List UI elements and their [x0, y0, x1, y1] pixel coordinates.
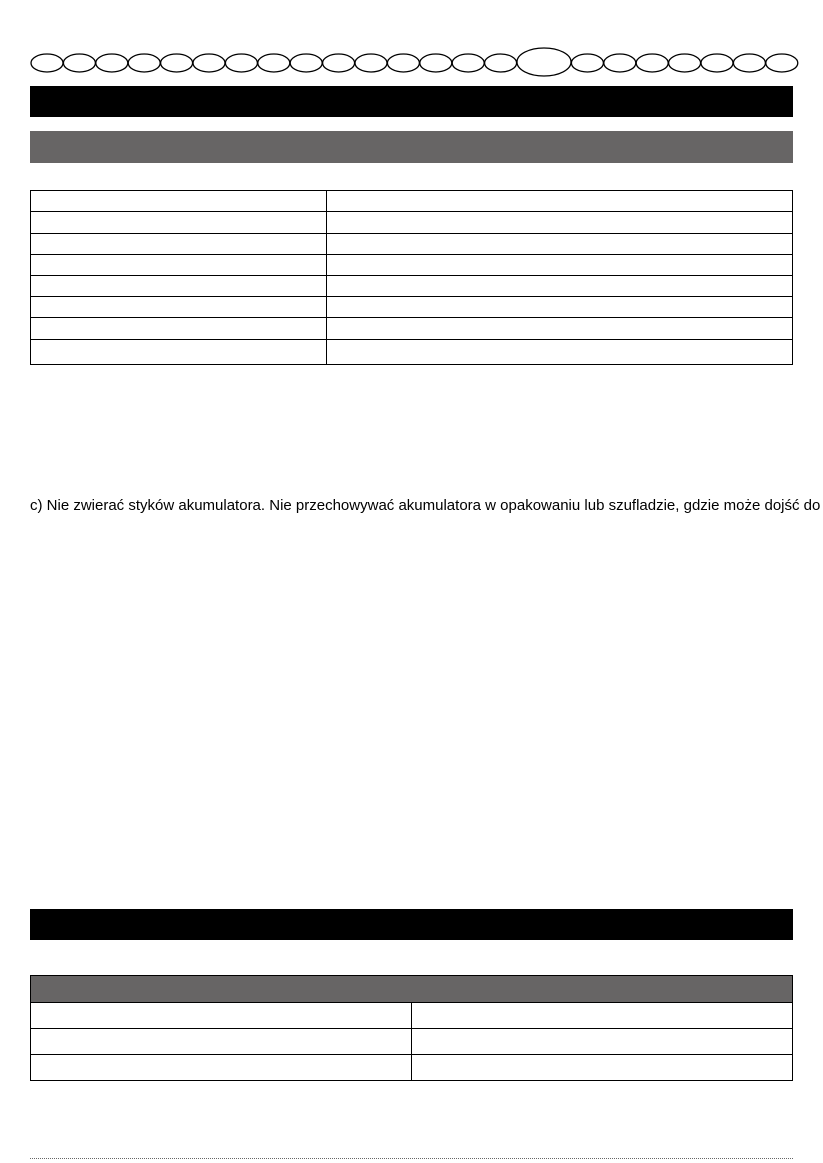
language-tab[interactable] [387, 54, 419, 72]
spec-value-cell [327, 318, 793, 340]
language-tabs-graphic [0, 0, 823, 90]
language-tab[interactable] [161, 54, 193, 72]
language-tab[interactable] [258, 54, 290, 72]
accessory-name-cell [31, 1003, 412, 1029]
language-tab[interactable] [290, 54, 322, 72]
accessory-value-cell [412, 1055, 793, 1081]
accessories-table-row [31, 1003, 793, 1029]
language-tab[interactable] [96, 54, 128, 72]
accessory-name-cell [31, 1029, 412, 1055]
spec-value-cell [327, 212, 793, 234]
language-tab[interactable] [193, 54, 225, 72]
language-tab[interactable] [63, 54, 95, 72]
spec-table-row [31, 212, 793, 234]
accessories-table-row [31, 1029, 793, 1055]
language-tab[interactable] [669, 54, 701, 72]
language-tab-active[interactable] [517, 48, 571, 76]
spec-table-row [31, 297, 793, 318]
spec-value-cell [327, 234, 793, 255]
accessory-value-cell [412, 1029, 793, 1055]
language-tab[interactable] [225, 54, 257, 72]
spec-label-cell [31, 234, 327, 255]
spec-value-cell [327, 276, 793, 297]
accessories-table-header [31, 976, 793, 1003]
spec-value-cell [327, 297, 793, 318]
accessories-table [30, 975, 793, 1081]
accessories-table-header-row [31, 976, 793, 1003]
spec-value-cell [327, 191, 793, 212]
section-header-bar-bottom [30, 909, 793, 940]
spec-table-row [31, 340, 793, 365]
language-tab[interactable] [485, 54, 517, 72]
spec-label-cell [31, 318, 327, 340]
language-tab-strip [0, 0, 823, 90]
spec-label-cell [31, 191, 327, 212]
spec-table-row [31, 276, 793, 297]
subsection-header-bar [30, 131, 793, 163]
language-tab[interactable] [128, 54, 160, 72]
spec-table-row [31, 318, 793, 340]
spec-table-row [31, 255, 793, 276]
spec-label-cell [31, 297, 327, 318]
spec-label-cell [31, 276, 327, 297]
battery-warning-text: c) Nie zwierać styków akumulatora. Nie przechowywać akumulatora w opakowaniu lub szufladzie, gdzie może dojść do [30, 497, 821, 514]
section-header-bar [30, 86, 793, 117]
language-tab[interactable] [420, 54, 452, 72]
language-tab[interactable] [31, 54, 63, 72]
accessory-name-cell [31, 1055, 412, 1081]
language-tab[interactable] [571, 54, 603, 72]
page-bottom-divider [30, 1158, 793, 1161]
spec-value-cell [327, 255, 793, 276]
language-tab[interactable] [452, 54, 484, 72]
spec-table-row [31, 191, 793, 212]
specification-table [30, 190, 793, 365]
spec-value-cell [327, 340, 793, 365]
language-tab[interactable] [604, 54, 636, 72]
accessory-value-cell [412, 1003, 793, 1029]
language-tab[interactable] [733, 54, 765, 72]
spec-table-row [31, 234, 793, 255]
language-tab[interactable] [636, 54, 668, 72]
spec-label-cell [31, 212, 327, 234]
accessories-table-row [31, 1055, 793, 1081]
language-tab[interactable] [701, 54, 733, 72]
language-tab[interactable] [355, 54, 387, 72]
language-tab[interactable] [323, 54, 355, 72]
spec-label-cell [31, 255, 327, 276]
language-tab[interactable] [766, 54, 798, 72]
spec-label-cell [31, 340, 327, 365]
